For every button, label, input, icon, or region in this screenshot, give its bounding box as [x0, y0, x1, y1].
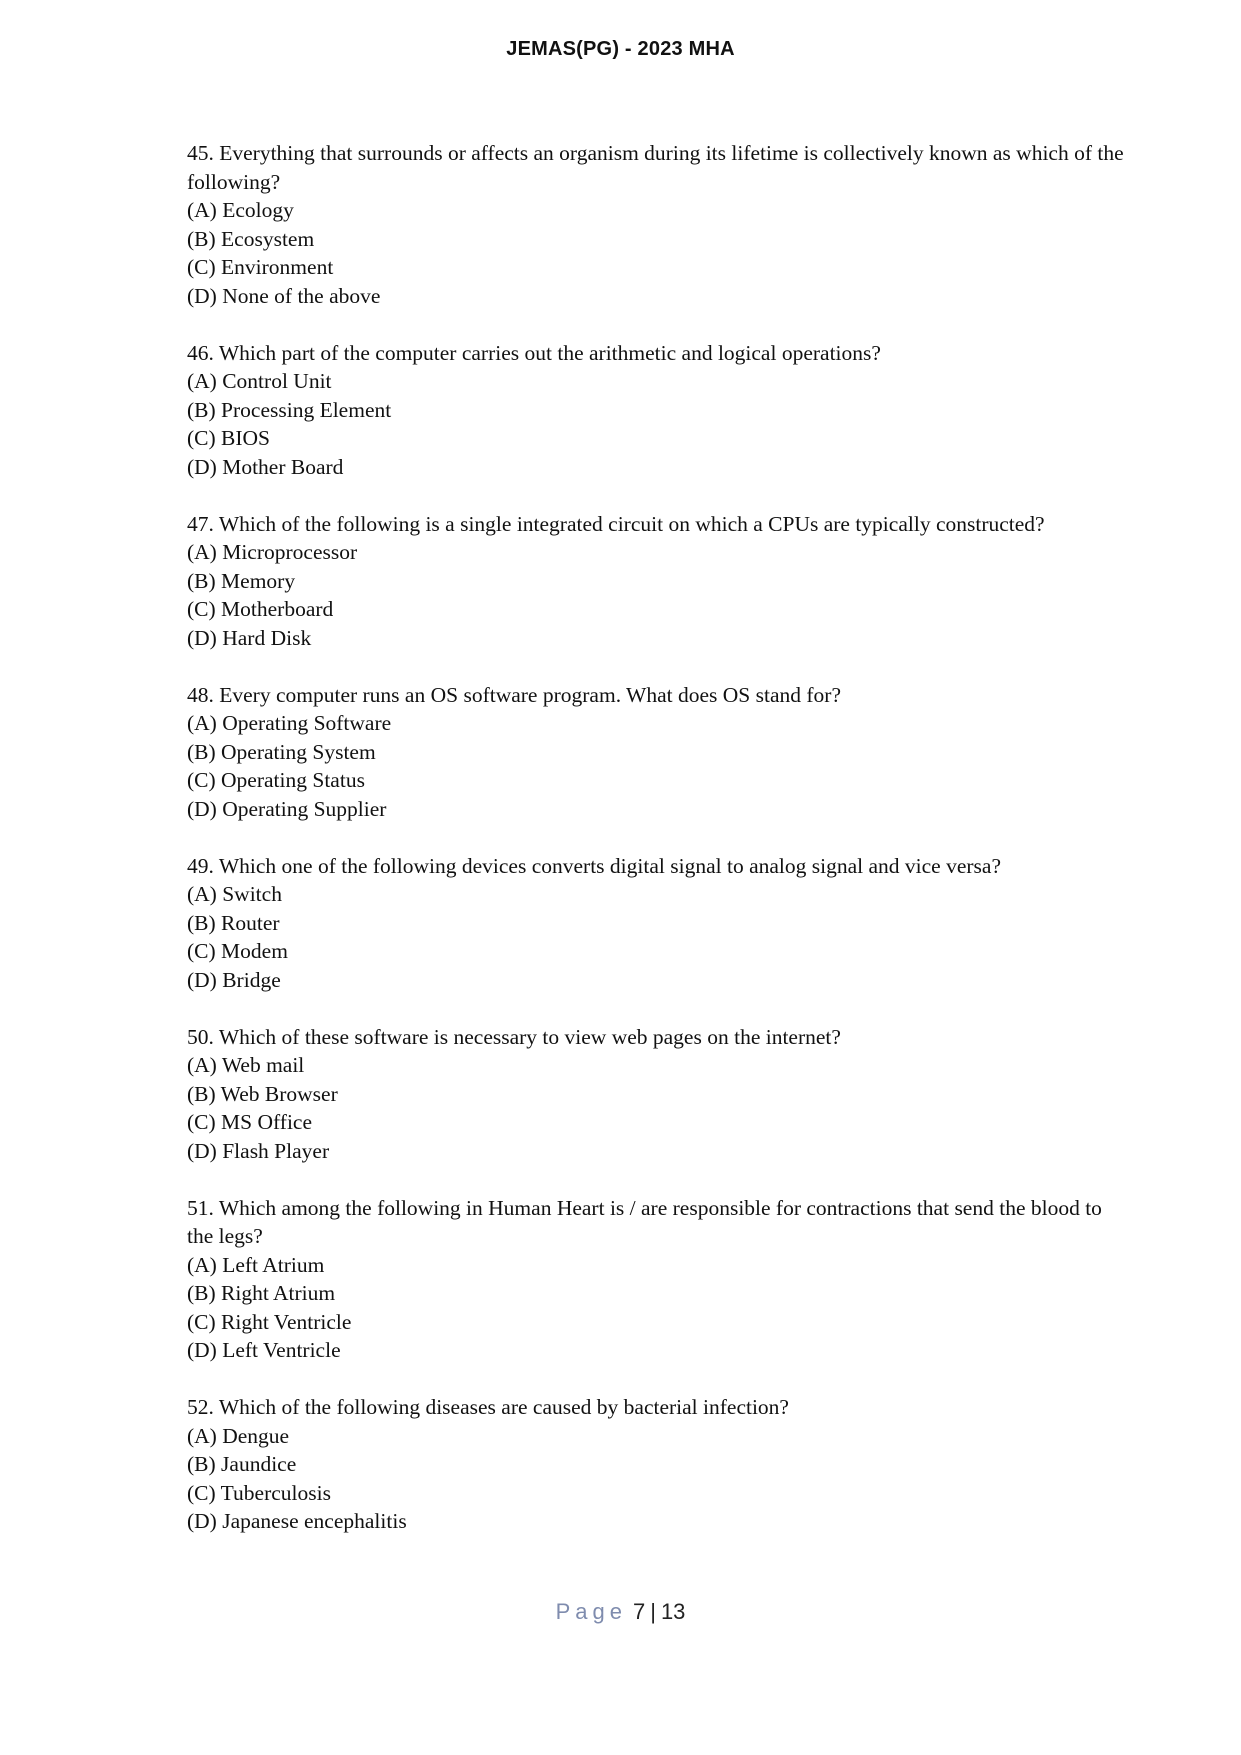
- page-separator: |: [650, 1599, 656, 1624]
- option-b: (B) Ecosystem: [187, 226, 315, 251]
- option-c: (C) Operating Status: [187, 768, 365, 792]
- option-list: [187, 538, 1127, 652]
- question-46: [187, 339, 1127, 482]
- question-text: 50. Which of these software is necessary to view web pages on the internet?: [187, 1024, 841, 1049]
- option-c: (C) Modem: [187, 939, 288, 963]
- question-text: 49. Which one of the following devices converts digital signal to analog signal and vice versa?: [187, 853, 1001, 878]
- question-text: 51. Which among the following in Human Heart is / are responsible for contractions that send the blood to the legs?: [187, 1195, 1102, 1248]
- page-label: Page: [555, 1599, 627, 1624]
- option-list: [187, 196, 1127, 310]
- question-text: 45. Everything that surrounds or affects an organism during its lifetime is collectively known as which of the following?: [187, 141, 1124, 194]
- option-list: [187, 880, 1127, 994]
- total-pages: 13: [660, 1599, 686, 1624]
- option-b: (B) Right Atrium: [187, 1281, 336, 1305]
- option-d: (D) Mother Board: [187, 454, 344, 479]
- question-text: 48. Every computer runs an OS software program. What does OS stand for?: [187, 682, 841, 707]
- option-list: [187, 1251, 1127, 1365]
- page-header: [0, 38, 1241, 61]
- option-d: (D) Japanese encephalitis: [187, 1509, 407, 1533]
- question-text: 52. Which of the following diseases are caused by bacterial infection?: [187, 1395, 789, 1419]
- option-b: (B) Jaundice: [187, 1452, 297, 1476]
- option-c: (C) BIOS: [187, 426, 271, 450]
- question-51: [187, 1194, 1127, 1365]
- question-45: [187, 139, 1127, 310]
- current-page-number: 7: [632, 1599, 646, 1624]
- option-b: (B) Web Browser: [187, 1081, 338, 1106]
- option-a: (A) Microprocessor: [187, 540, 358, 564]
- option-b: (B) Processing Element: [187, 397, 392, 422]
- option-a: (A) Ecology: [187, 198, 294, 222]
- question-48: [187, 681, 1127, 824]
- option-a: (A) Operating Software: [187, 711, 392, 735]
- option-c: (C) MS Office: [187, 1110, 313, 1134]
- option-list: [187, 1051, 1127, 1165]
- option-list: [187, 1422, 1127, 1536]
- option-d: (D) Operating Supplier: [187, 796, 387, 821]
- question-text: 46. Which part of the computer carries out the arithmetic and logical operations?: [187, 340, 881, 365]
- question-50: [187, 1023, 1127, 1166]
- option-c: (C) Environment: [187, 255, 334, 279]
- option-c: (C) Motherboard: [187, 597, 334, 621]
- question-list: [187, 139, 1127, 1564]
- question-52: [187, 1393, 1127, 1536]
- question-47: [187, 510, 1127, 653]
- option-b: (B) Operating System: [187, 739, 376, 764]
- option-b: (B) Memory: [187, 568, 296, 593]
- option-c: (C) Right Ventricle: [187, 1309, 352, 1334]
- page-footer: [0, 1599, 1241, 1625]
- option-d: (D) None of the above: [187, 283, 381, 308]
- option-d: (D) Left Ventricle: [187, 1338, 341, 1362]
- option-b: (B) Router: [187, 910, 280, 935]
- option-c: (C) Tuberculosis: [187, 1480, 331, 1505]
- option-list: [187, 709, 1127, 823]
- option-a: (A) Web mail: [187, 1053, 305, 1077]
- option-d: (D) Bridge: [187, 967, 281, 992]
- question-text: 47. Which of the following is a single integrated circuit on which a CPUs are typically constructed?: [187, 511, 1045, 536]
- option-a: (A) Switch: [187, 882, 282, 906]
- option-a: (A) Dengue: [187, 1423, 290, 1448]
- option-a: (A) Left Atrium: [187, 1252, 325, 1277]
- question-49: [187, 852, 1127, 995]
- option-a: (A) Control Unit: [187, 369, 332, 393]
- option-list: [187, 367, 1127, 481]
- option-d: (D) Flash Player: [187, 1138, 330, 1163]
- option-d: (D) Hard Disk: [187, 625, 312, 650]
- exam-title: JEMAS(PG) - 2023 MHA: [506, 38, 735, 60]
